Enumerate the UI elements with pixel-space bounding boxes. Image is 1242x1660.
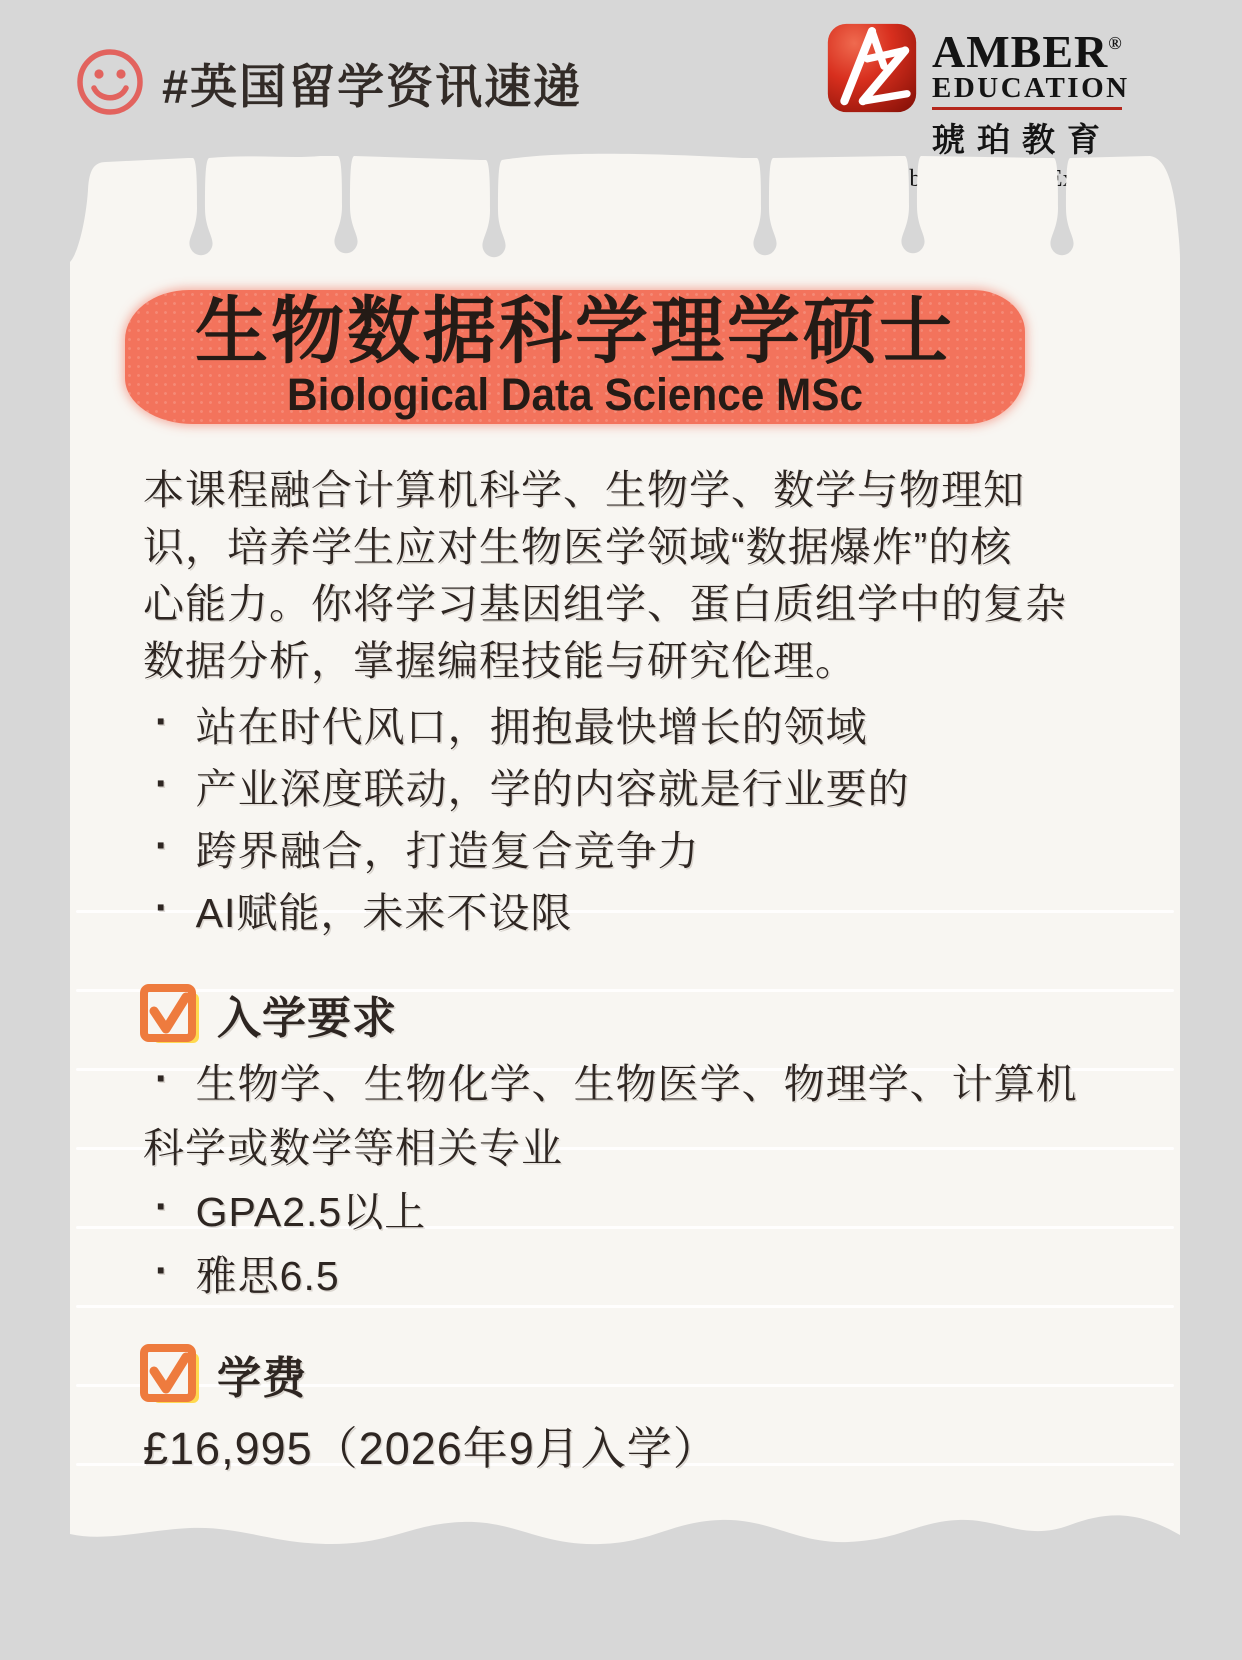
requirement-item: · 生物学、生物化学、生物医学、物理学、计算机科学或数学等相关专业: [143, 1052, 1078, 1180]
requirements-title: 入学要求: [217, 994, 397, 1043]
tuition-section-header: [139, 1342, 307, 1406]
bullet-dot: ·: [155, 822, 170, 868]
program-intro: [143, 462, 1067, 690]
requirements-list: [143, 1052, 1078, 1308]
smiley-icon: [74, 46, 146, 118]
registered-mark: ®: [1108, 33, 1122, 53]
hashtag-title: #英国留学资讯速递: [162, 60, 583, 113]
highlight-item: · 跨界融合，打造复合竞争力: [143, 820, 910, 882]
tuition-fee: £16,995（2026年9月入学）: [143, 1423, 719, 1474]
intro-line: 心能力。你将学习基因组学、蛋白质组学中的复杂: [143, 581, 1067, 627]
title-banner: [125, 290, 1025, 424]
note-card: [70, 150, 1180, 1570]
bullet-dot: ·: [155, 884, 170, 930]
bullet-dot: ·: [155, 1183, 170, 1229]
program-title-cn: 生物数据科学理学硕士: [195, 291, 955, 372]
highlight-item: · 产业深度联动，学的内容就是行业要的: [143, 758, 910, 820]
intro-line: 识，培养学生应对生物医学领域“数据爆炸”的核: [143, 524, 1013, 570]
bullet-dot: ·: [155, 760, 170, 806]
program-title-en: Biological Data Science MSc: [287, 369, 863, 420]
bullet-dot: ·: [155, 698, 170, 744]
requirement-item: · GPA2.5以上: [143, 1180, 1078, 1244]
az-monogram-icon: [826, 22, 918, 114]
intro-line: 本课程融合计算机科学、生物学、数学与物理知: [143, 467, 1025, 513]
requirements-section-header: [139, 982, 397, 1046]
highlight-item: · 站在时代风口，拥抱最快增长的领域: [143, 696, 910, 758]
intro-line: 数据分析，掌握编程技能与研究伦理。: [143, 638, 857, 684]
tuition-title: 学费: [217, 1354, 307, 1403]
highlight-item: · AI赋能，未来不设限: [143, 882, 910, 944]
bullet-dot: ·: [155, 1055, 170, 1101]
logo-education: EDUCATION: [932, 72, 1130, 104]
logo-divider: [932, 107, 1122, 110]
checkbox-icon: [139, 983, 201, 1045]
bullet-dot: ·: [155, 1247, 170, 1293]
logo-chinese-name: 琥珀教育: [932, 121, 1112, 158]
requirement-item: · 雅思6.5: [143, 1244, 1078, 1308]
logo-brand: AMBER®: [932, 26, 1122, 77]
highlights-list: [143, 696, 910, 944]
checkbox-icon: [139, 1343, 201, 1405]
